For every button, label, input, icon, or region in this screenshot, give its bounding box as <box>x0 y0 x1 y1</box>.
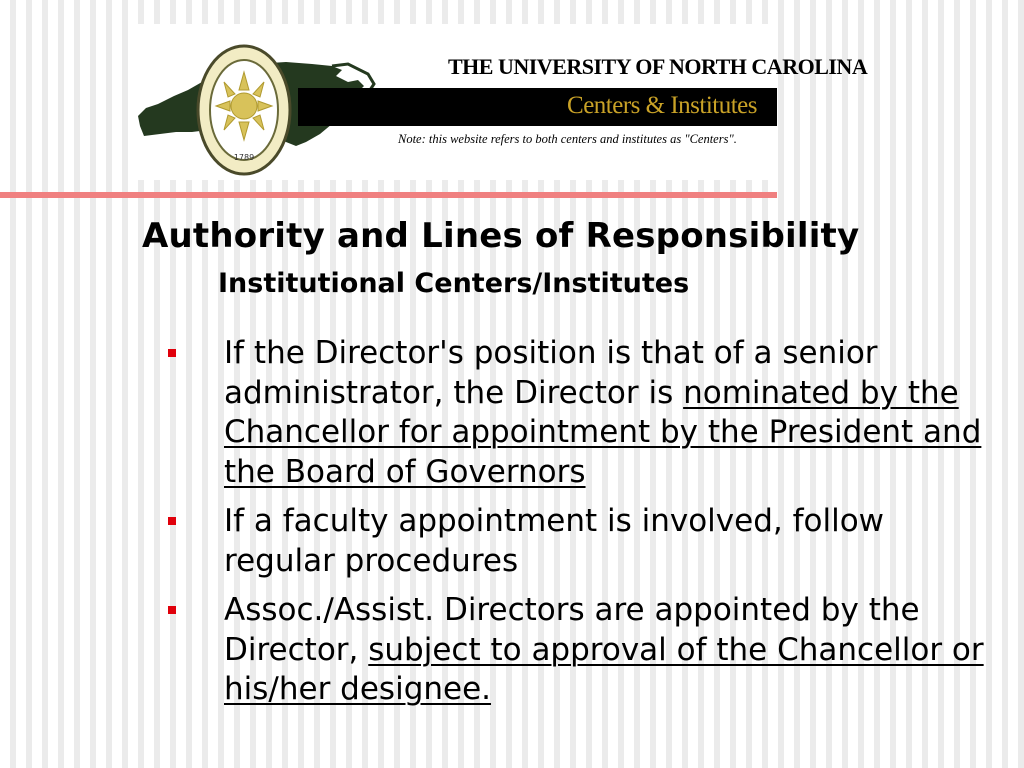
square-bullet-icon <box>168 517 176 525</box>
bullet-text-plain: If a faculty appointment is involved, follow regular procedures <box>224 503 885 579</box>
header-banner <box>136 24 868 180</box>
bullet-item <box>166 502 996 581</box>
bullet-text <box>224 503 884 579</box>
slide-subtitle: Institutional Centers/Institutes <box>218 268 690 299</box>
site-note: Note: this website refers to both centers and institutes as "Centers". <box>398 132 737 146</box>
section-title: Centers & Institutes <box>567 92 757 119</box>
svg-text:1789: 1789 <box>233 153 255 162</box>
square-bullet-icon <box>168 349 176 357</box>
university-name: THE UNIVERSITY OF NORTH CAROLINA <box>448 54 868 79</box>
bullet-text-underlined: nominated by the Chancellor for appointment by the President and the Board of Governors <box>224 374 982 490</box>
university-seal-icon <box>198 46 290 174</box>
bullet-text <box>224 592 984 707</box>
divider-rule <box>0 192 777 198</box>
slide-title: Authority and Lines of Responsibility <box>142 216 860 256</box>
bullet-text-underlined: subject to approval of the Chancellor or his/her designee. <box>224 631 984 707</box>
bullet-item <box>166 591 996 710</box>
bullet-item <box>166 334 996 492</box>
square-bullet-icon <box>168 606 176 614</box>
bullet-text <box>224 335 981 490</box>
bullet-text-plain: If the Director's position is that of a senior administrator, the Director is <box>224 335 878 411</box>
bullet-text-plain: Assoc./Assist. Directors are appointed by the Director, <box>224 592 920 668</box>
bullet-list <box>166 334 996 720</box>
section-bar <box>298 88 777 126</box>
